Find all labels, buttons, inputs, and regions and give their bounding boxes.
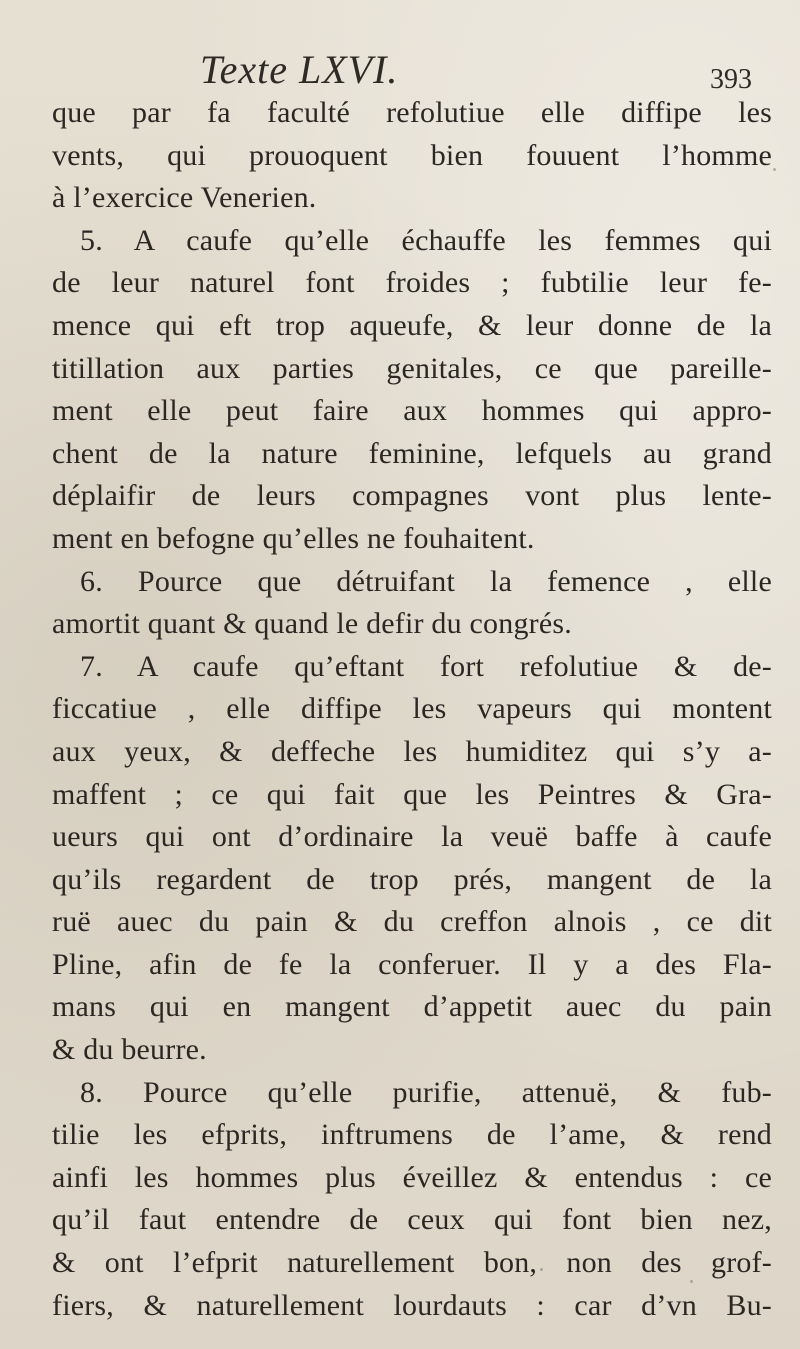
text-line: que par fa faculté refolutiue elle diffipe les: [52, 96, 772, 129]
text-line: déplaifir de leurs compagnes vont plus lente-: [52, 479, 772, 513]
text-line: fiers, & naturellement lourdauts : car d’vn Bu-: [52, 1288, 772, 1322]
text-line: ment en befogne qu’elles ne fouhaitent.: [52, 521, 535, 555]
text-line: chent de la nature feminine, lefquels au grand: [52, 436, 772, 470]
paper-speck: [540, 1268, 543, 1271]
text-line: & ont l’efprit naturellement bon, non des grof-: [52, 1246, 772, 1280]
page-header: [0, 46, 800, 96]
text-line: qu’il faut entendre de ceux qui font bien nez,: [52, 1203, 772, 1237]
text-line: ficcatiue , elle diffipe les vapeurs qui montent: [52, 692, 772, 726]
text-line: 6. Pource que détruifant la femence , elle: [80, 564, 772, 598]
text-line: mence qui eft trop aqueufe, & leur donne de la: [52, 308, 772, 342]
paper-speck: [230, 1300, 233, 1303]
text-line: qu’ils regardent de trop prés, mangent de la: [52, 862, 772, 896]
text-line: mans qui en mangent d’appetit auec du pain: [52, 990, 772, 1024]
page-number: 393: [710, 64, 752, 95]
text-line: ueurs qui ont d’ordinaire la veuë baffe à caufe: [52, 820, 772, 854]
running-title: Texte LXVI.: [200, 47, 399, 92]
text-line: titillation aux parties genitales, ce que pareille-: [52, 351, 772, 385]
text-line: vents, qui prouoquent bien fouuent l’homme: [52, 138, 772, 172]
text-line: 5. A caufe qu’elle échauffe les femmes qui: [80, 223, 772, 257]
text-line: 7. A caufe qu’eftant fort refolutiue & de-: [80, 649, 772, 683]
paper-speck: [690, 1280, 693, 1283]
text-line: ainfi les hommes plus éveillez & entendus : ce: [52, 1160, 772, 1194]
text-line: amortit quant & quand le defir du congrés.: [52, 607, 572, 641]
text-line: aux yeux, & deffeche les humiditez qui s’y a-: [52, 734, 772, 768]
text-line: maffent ; ce qui fait que les Peintres & Gra-: [52, 777, 772, 811]
text-line: Pline, afin de fe la conferuer. Il y a des Fla-: [52, 947, 772, 981]
text-line: à l’exercice Venerien.: [52, 181, 317, 215]
text-line: tilie les efprits, inftrumens de l’ame, & rend: [52, 1118, 772, 1152]
text-line: ruë auec du pain & du creffon alnois , ce dit: [52, 905, 772, 939]
body-text: [52, 92, 772, 1327]
text-line: ment elle peut faire aux hommes qui appro-: [52, 394, 772, 428]
text-line: de leur naturel font froides ; fubtilie leur fe-: [52, 266, 772, 300]
text-line: & du beurre.: [52, 1033, 207, 1067]
text-line: 8. Pource qu’elle purifie, attenuë, & fub-: [80, 1075, 772, 1109]
paper-speck: [773, 168, 776, 171]
